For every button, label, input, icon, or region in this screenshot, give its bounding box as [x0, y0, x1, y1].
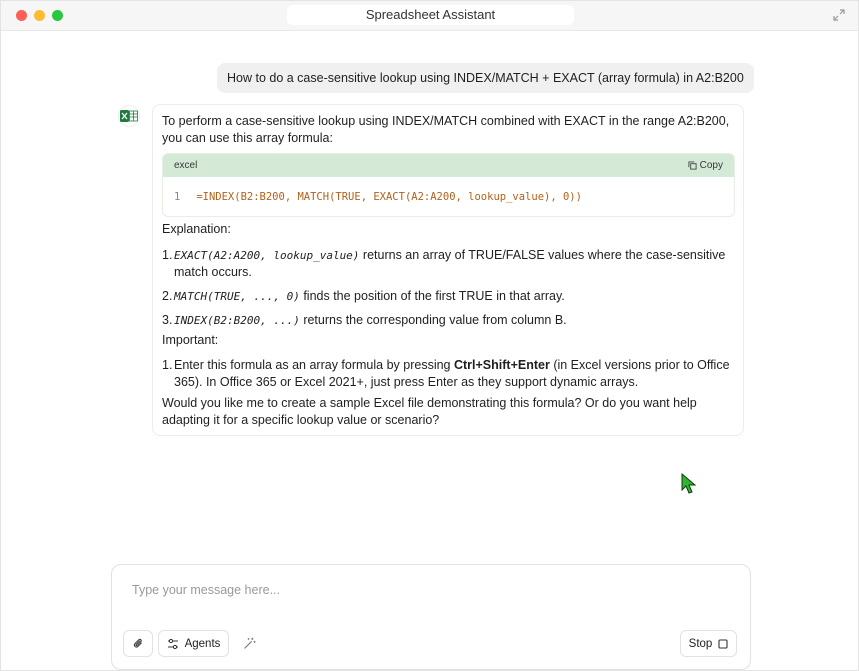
sliders-icon — [167, 638, 179, 650]
shortcut-text: Ctrl+Shift+Enter — [453, 358, 550, 372]
inline-code: MATCH(TRUE, ..., 0) — [174, 290, 300, 303]
stop-button[interactable] — [680, 630, 737, 657]
magic-wand-icon — [243, 637, 256, 650]
message-composer — [111, 564, 751, 670]
list-item — [162, 247, 732, 281]
line-number: 1 — [174, 191, 181, 203]
copy-label: Copy — [699, 160, 723, 171]
list-number: 1. — [162, 358, 173, 372]
message-input[interactable] — [132, 583, 732, 597]
important-list — [162, 357, 732, 398]
close-window-button[interactable] — [16, 10, 27, 21]
list-number: 3. — [162, 313, 173, 327]
list-number: 2. — [162, 289, 173, 303]
window-title: Spreadsheet Assistant — [287, 5, 574, 25]
stop-label: Stop — [688, 637, 713, 650]
maximize-window-button[interactable] — [52, 10, 63, 21]
important-heading: Important: — [162, 333, 219, 347]
assistant-intro: To perform a case-sensitive lookup using INDEX/MATCH combined with EXACT in the range A2:B200, you can use this array formula: — [162, 114, 730, 145]
explanation-list — [162, 247, 732, 336]
copy-button[interactable] — [688, 154, 723, 177]
assistant-message — [152, 104, 744, 436]
code-header — [163, 154, 734, 177]
code-line — [163, 177, 734, 206]
explanation-heading: Explanation: — [162, 222, 231, 236]
list-text: returns the corresponding value from column B. — [299, 313, 567, 327]
code-language: excel — [174, 160, 198, 171]
assistant-closing: Would you like me to create a sample Excel file demonstrating this formula? Or do you want help adapting it for a specific lookup value or scenario? — [162, 396, 697, 427]
title-bar — [1, 1, 858, 31]
code-block — [162, 153, 735, 217]
list-text: (in Excel versions prior to Office 365). In Office 365 or Excel 2021+, just press Enter as they support dynamic arrays. — [174, 358, 730, 389]
minimize-window-button[interactable] — [34, 10, 45, 21]
paperclip-icon — [132, 637, 145, 650]
list-item — [162, 288, 732, 305]
list-number: 1. — [162, 248, 173, 262]
mouse-pointer-icon — [681, 473, 697, 495]
stop-square-icon — [718, 639, 728, 649]
agents-label: Agents — [184, 637, 221, 650]
user-message: How to do a case-sensitive lookup using INDEX/MATCH + EXACT (array formula) in A2:B200 — [217, 63, 754, 93]
formula-text: =INDEX(B2:B200, MATCH(TRUE, EXACT(A2:A200, lookup_value), 0)) — [196, 191, 582, 203]
list-text: Enter this formula as an array formula by pressing — [174, 358, 454, 372]
copy-icon — [688, 161, 697, 170]
list-text: finds the position of the first TRUE in that array. — [299, 289, 565, 303]
list-text: returns an array of TRUE/FALSE values where the case-sensitive match occurs. — [174, 248, 726, 279]
attach-button[interactable] — [123, 630, 153, 657]
list-item — [162, 312, 732, 329]
expand-icon[interactable] — [832, 8, 846, 22]
spreadsheet-logo-icon — [118, 105, 140, 127]
inline-code: INDEX(B2:B200, ...) — [174, 314, 300, 327]
agents-button[interactable] — [158, 630, 229, 657]
inline-code: EXACT(A2:A200, lookup_value) — [174, 249, 360, 262]
list-item — [162, 357, 732, 391]
magic-button[interactable] — [239, 630, 259, 657]
